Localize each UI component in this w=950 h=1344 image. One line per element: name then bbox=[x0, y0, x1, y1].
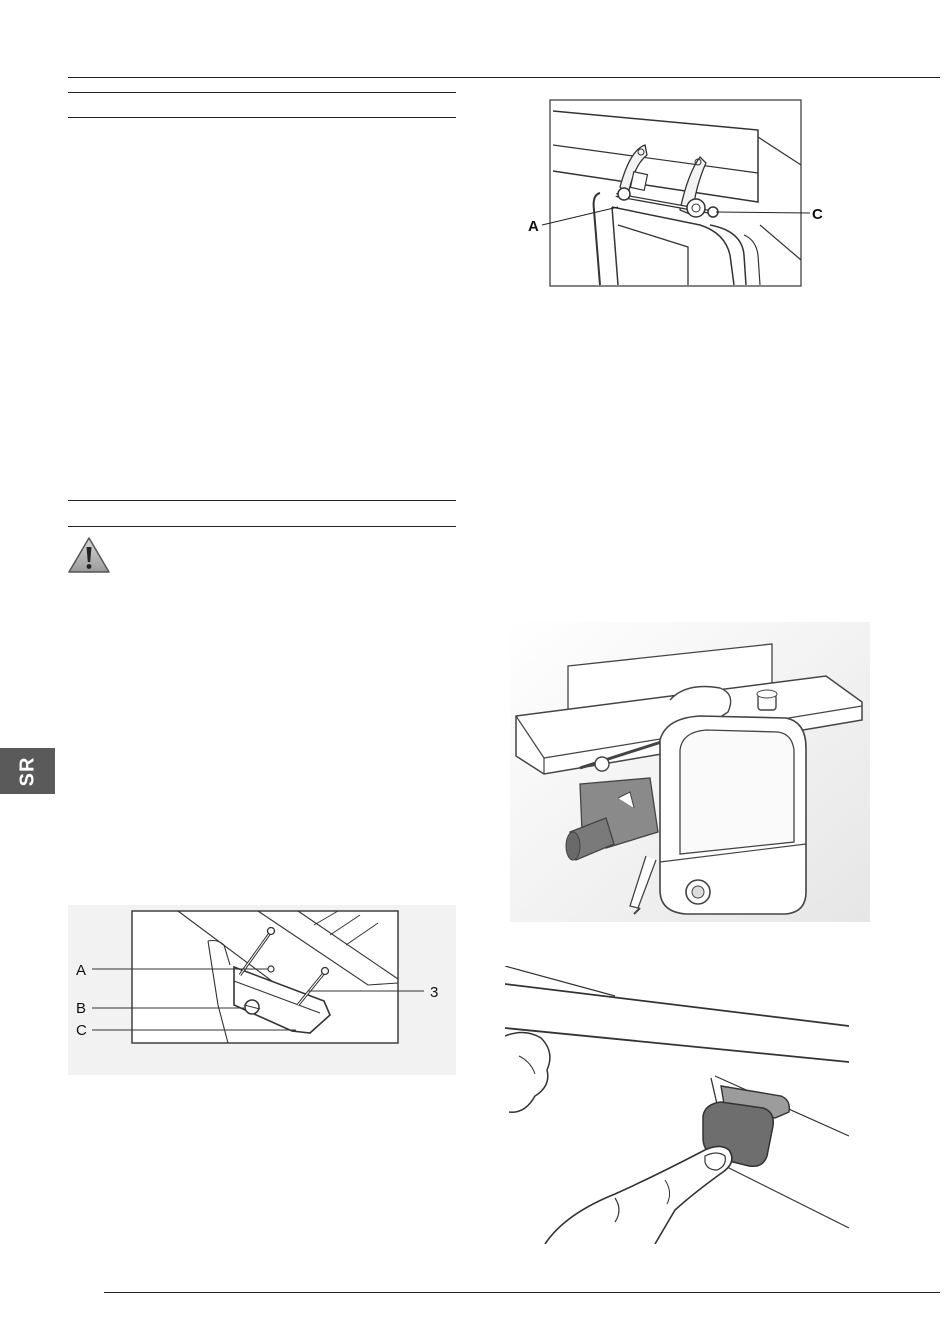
callout-b: B bbox=[76, 1000, 87, 1017]
callout-3: 3 bbox=[430, 984, 439, 1001]
callout-c: C bbox=[76, 1022, 87, 1039]
figure-hand-paddle bbox=[505, 966, 849, 1244]
warning-triangle-icon bbox=[67, 536, 111, 574]
callout-c: C bbox=[812, 206, 823, 223]
footer-rule bbox=[104, 1292, 940, 1293]
language-tab bbox=[0, 748, 55, 794]
section-rule-top-1 bbox=[68, 92, 456, 93]
section-rule-mid-2 bbox=[68, 526, 456, 527]
section-rule-mid-1 bbox=[68, 500, 456, 501]
figure-fence-bracket bbox=[520, 95, 832, 291]
callout-a: A bbox=[528, 218, 539, 235]
figure-guard-block bbox=[68, 905, 456, 1075]
section-rule-top-2 bbox=[68, 117, 456, 118]
figure-jointer-machine bbox=[510, 622, 870, 922]
header-rule bbox=[68, 77, 940, 78]
language-tab-label: SR bbox=[15, 756, 38, 786]
callout-a: A bbox=[76, 962, 87, 979]
